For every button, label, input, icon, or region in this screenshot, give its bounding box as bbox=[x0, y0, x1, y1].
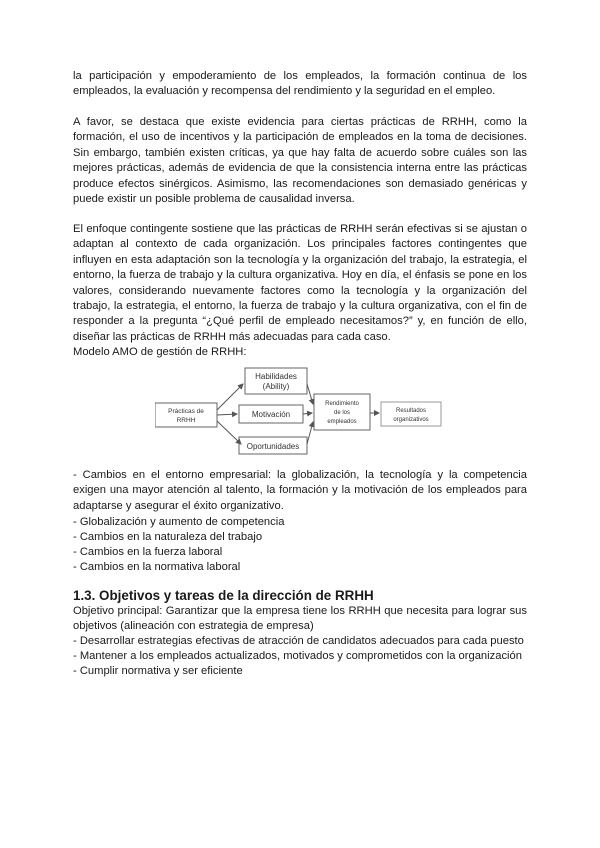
rendimiento-line1: Rendimiento bbox=[325, 401, 359, 407]
arrow-oportunidades-rendimiento bbox=[307, 422, 313, 444]
habilidades-line2: (Ability) bbox=[262, 382, 290, 391]
objetivo-item: - Desarrollar estrategias efectivas de atracción de candidatos adecuados para cada puesto bbox=[73, 635, 524, 647]
motivacion-label: Motivación bbox=[251, 410, 291, 419]
arrow-practicas-oportunidades bbox=[217, 421, 241, 444]
model-caption: Modelo AMO de gestión de RRHH: bbox=[73, 346, 247, 358]
cambios-item: - Globalización y aumento de competencia bbox=[73, 516, 285, 528]
objetivo-item: - Cumplir normativa y ser eficiente bbox=[73, 665, 243, 677]
cambios-item: - Cambios en la fuerza laboral bbox=[73, 546, 223, 558]
rendimiento-line2: de los bbox=[333, 410, 351, 416]
resultados-line1: Resultados bbox=[395, 408, 427, 414]
amo-model-diagram bbox=[155, 366, 445, 456]
rendimiento-line3: empleados bbox=[327, 419, 357, 425]
resultados-line2: organizativos bbox=[393, 417, 429, 423]
arrow-motivacion-rendimiento bbox=[303, 413, 312, 414]
paragraph-favor-criticas: A favor, se destaca que existe evidencia para ciertas prácticas de RRHH, como la formación, el uso de incentivos y la participación de empleados en la toma de decisiones. Sin embargo, también existen críticas, ya que hay falta de acuerdo sobre cuáles son las mejores prácticas, además de evidencia de que la consistencia interna entre las prácticas produce efectos sinérgicos. Asimismo, las recomendaciones son demasiado genéricas y puede existir un posible problema de causalidad inversa. bbox=[73, 116, 527, 206]
arrow-habilidades-rendimiento bbox=[307, 384, 313, 404]
oportunidades-label: Oportunidades bbox=[246, 442, 300, 451]
paragraph-best-practices-end: la participación y empoderamiento de los empleados, la formación continua de los empleados, la evaluación y recompensa del rendimiento y la seguridad en el empleo. bbox=[73, 70, 527, 98]
paragraph-enfoque-contingente: El enfoque contingente sostiene que las prácticas de RRHH serán efectivas si se ajustan o adaptan al contexto de cada organización. Los principales factores contingentes que influyen en esta adaptación son la tecnología y la organización del trabajo, la estrategia, el entorno, la fuerza de trabajo y la cultura organizativa. Hoy en día, el énfasis se pone en los valores, considerando nuevamente factores como la tecnología y la organización del trabajo, la estrategia, el entorno, la fuerza de trabajo y la cultura organizativa, con el fin de responder a la pregunta “¿Qué perfil de empleado necesitamos?” y, en función de ello, diseñar las prácticas de RRHH más adecuadas para cada caso. bbox=[73, 223, 527, 343]
objetivo-item: - Mantener a los empleados actualizados, motivados y comprometidos con la organización bbox=[73, 650, 522, 662]
paragraph-cambios: - Cambios en el entorno empresarial: la globalización, la tecnología y la competencia exigen una mayor atención al talento, la formación y la motivación de los empleados para adaptarse y asegurar el éxito organizativo. bbox=[73, 469, 527, 512]
cambios-item: - Cambios en la normativa laboral bbox=[73, 561, 241, 573]
arrow-practicas-motivacion bbox=[217, 414, 237, 415]
practicas-line1: Prácticas de bbox=[168, 408, 204, 415]
habilidades-line1: Habilidades bbox=[255, 372, 297, 381]
practicas-line2: RRHH bbox=[176, 417, 196, 424]
section-heading: 1.3. Objetivos y tareas de la dirección de RRHH bbox=[73, 588, 374, 603]
paragraph-objetivo: Objetivo principal: Garantizar que la empresa tiene los RRHH que necesita para lograr sus objetivos (alineación con estrategia de empresa) bbox=[73, 605, 527, 633]
cambios-item: - Cambios en la naturaleza del trabajo bbox=[73, 531, 263, 543]
